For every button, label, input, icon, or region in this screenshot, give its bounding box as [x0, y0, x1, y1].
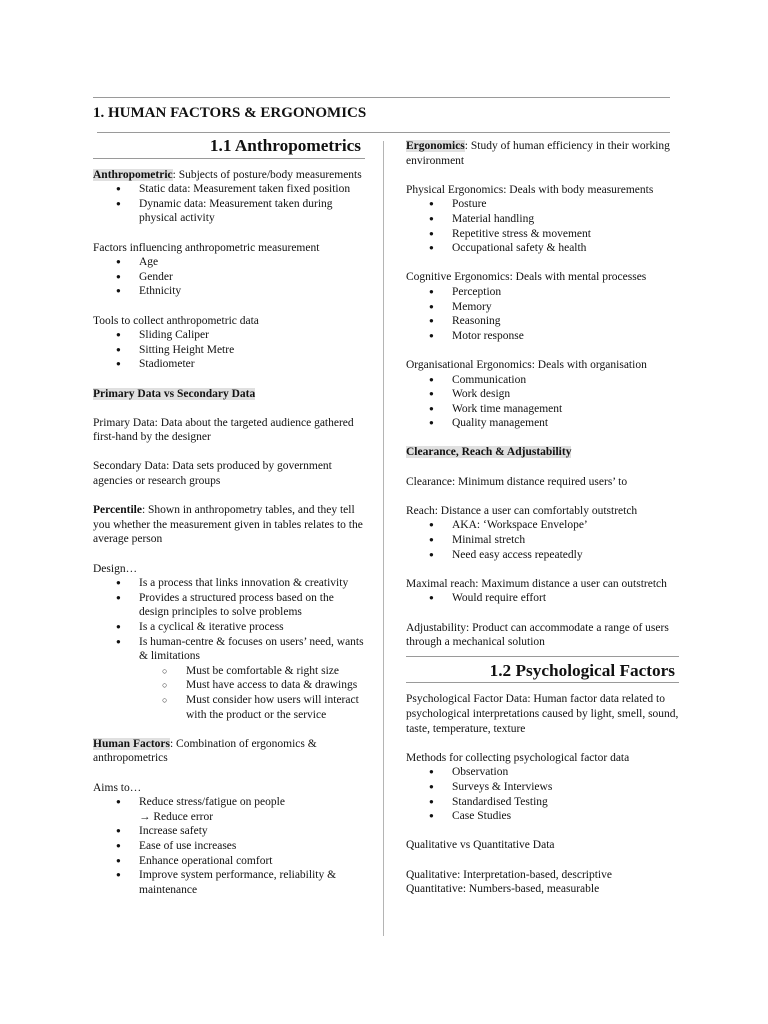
reach-list [406, 518, 679, 562]
list-item: ● Reasoning [406, 314, 679, 329]
left-column [93, 136, 365, 897]
factors-heading: Factors influencing anthropometric measurement [93, 241, 320, 254]
list-item: ● Ethnicity [93, 284, 365, 299]
column-divider [383, 141, 384, 936]
cognitive-ergonomics-heading: Cognitive Ergonomics: Deals with mental processes [406, 271, 647, 284]
anthropometric-list [93, 182, 365, 226]
term-anthropometric: Anthropometric [93, 168, 173, 181]
list-item: ● Quality management [406, 416, 679, 431]
cognitive-list [406, 285, 679, 343]
design-heading: Design… [93, 562, 138, 575]
design-sublist [139, 664, 365, 722]
list-item: ● Reduce stress/fatigue on people → Reduce error [93, 795, 365, 824]
methods-list [406, 765, 679, 823]
methods-heading: Methods for collecting psychological factor data [406, 751, 630, 764]
primary-data-definition: Primary Data: Data about the targeted audience gathered first-hand by the designer [93, 416, 354, 444]
term-percentile: Percentile [93, 504, 142, 517]
list-item: ● Posture [406, 197, 679, 212]
list-item: ● Stadiometer [93, 357, 365, 372]
organisational-list [406, 373, 679, 431]
qualitative-vs-quantitative-heading: Qualitative vs Quantitative Data [406, 839, 555, 852]
factors-list [93, 255, 365, 299]
list-item: ● Improve system performance, reliability & maintenance [93, 868, 365, 897]
list-item: ● Is a process that links innovation & creativity [93, 576, 365, 591]
top-rule [93, 97, 670, 98]
list-item: ● Motor response [406, 329, 679, 344]
list-item: ● Enhance operational comfort [93, 854, 365, 869]
title-underline [97, 132, 670, 133]
reach-definition: Reach: Distance a user can comfortably outstretch [406, 504, 638, 517]
clearance-heading: Clearance, Reach & Adjustability [406, 446, 572, 459]
list-item: ● Minimal stretch [406, 533, 679, 548]
anthropometric-definition: Anthropometric: Subjects of posture/body measurements [93, 168, 362, 181]
tools-heading: Tools to collect anthropometric data [93, 314, 259, 327]
list-item: ● Would require effort [406, 591, 679, 606]
aims-heading: Aims to… [93, 781, 142, 794]
sub-list-item: ○ Must be comfortable & right size [139, 664, 365, 679]
list-item: ● Work time management [406, 402, 679, 417]
list-item: ● Standardised Testing [406, 795, 679, 810]
secondary-data-definition: Secondary Data: Data sets produced by government agencies or research groups [93, 460, 332, 488]
list-item: ● Case Studies [406, 809, 679, 824]
physical-list [406, 197, 679, 255]
list-item: ● Sitting Height Metre [93, 343, 365, 358]
organisational-ergonomics-heading: Organisational Ergonomics: Deals with organisation [406, 358, 647, 371]
section-title-anthropometrics: 1.1 Anthropometrics [93, 139, 365, 159]
list-item: ● Static data: Measurement taken fixed position [93, 182, 365, 197]
list-item: ● Sliding Caliper [93, 328, 365, 343]
list-item: ● Age [93, 255, 365, 270]
list-item: ● Provides a structured process based on the design principles to solve problems [93, 591, 365, 620]
design-list [93, 576, 365, 722]
quantitative-definition: Quantitative: Numbers-based, measurable [406, 883, 600, 896]
tools-list [93, 328, 365, 372]
maximal-reach-list [406, 591, 679, 606]
list-item: ● AKA: ‘Workspace Envelope’ [406, 518, 679, 533]
clearance-definition: Clearance: Minimum distance required users’ to [406, 475, 628, 488]
term-ergonomics: Ergonomics [406, 140, 465, 152]
list-item: ● Occupational safety & health [406, 241, 679, 256]
list-item: ● Perception [406, 285, 679, 300]
section-title-psychological-factors: 1.2 Psychological Factors [406, 656, 679, 684]
human-factors-definition: Human Factors: Combination of ergonomics & anthropometrics [93, 737, 317, 765]
list-item: ● Ease of use increases [93, 839, 365, 854]
maximal-reach-definition: Maximal reach: Maximum distance a user can outstretch [406, 577, 667, 590]
list-item: ● Gender [93, 270, 365, 285]
list-item: ● Surveys & Interviews [406, 780, 679, 795]
list-item: ● Dynamic data: Measurement taken during physical activity [93, 197, 365, 226]
sub-list-item: ○ Must have access to data & drawings [139, 678, 365, 693]
ergonomics-definition: Ergonomics: Study of human efficiency in their working environment [406, 140, 670, 167]
list-item: ● Material handling [406, 212, 679, 227]
list-item: ● Increase safety [93, 824, 365, 839]
list-item: ● Is a cyclical & iterative process [93, 620, 365, 635]
term-human-factors: Human Factors [93, 737, 170, 750]
primary-secondary-heading: Primary Data vs Secondary Data [93, 387, 256, 400]
sub-list-item: ○ Must consider how users will interact with the product or the service [139, 693, 365, 722]
list-item: ● Work design [406, 387, 679, 402]
list-item: ● Communication [406, 373, 679, 388]
psychological-factor-data-definition: Psychological Factor Data: Human factor data related to psychological interpretations caused by light, smell, sound, taste, temperature, texture [406, 693, 679, 735]
list-item: ● Is human-centre & focuses on users’ need, wants & limitations ○ Must be comfortable & right size ○ Must have access to data & drawings ○ Must consider how users will interact with the product or the service [93, 635, 365, 723]
percentile-definition: Percentile: Shown in anthropometry tables, and they tell you whether the measurement given in tables relates to the average person [93, 504, 363, 546]
document-title: 1. HUMAN FACTORS & ERGONOMICS [93, 105, 367, 121]
aims-list [93, 795, 365, 897]
list-item: ● Repetitive stress & movement [406, 227, 679, 242]
qualitative-definition: Qualitative: Interpretation-based, descriptive [406, 868, 612, 881]
list-item: ● Observation [406, 765, 679, 780]
list-item: ● Need easy access repeatedly [406, 548, 679, 563]
physical-ergonomics-heading: Physical Ergonomics: Deals with body measurements [406, 183, 654, 196]
list-item: ● Memory [406, 300, 679, 315]
right-column [406, 139, 679, 897]
adjustability-definition: Adjustability: Product can accommodate a range of users through a mechanical solution [406, 621, 669, 649]
